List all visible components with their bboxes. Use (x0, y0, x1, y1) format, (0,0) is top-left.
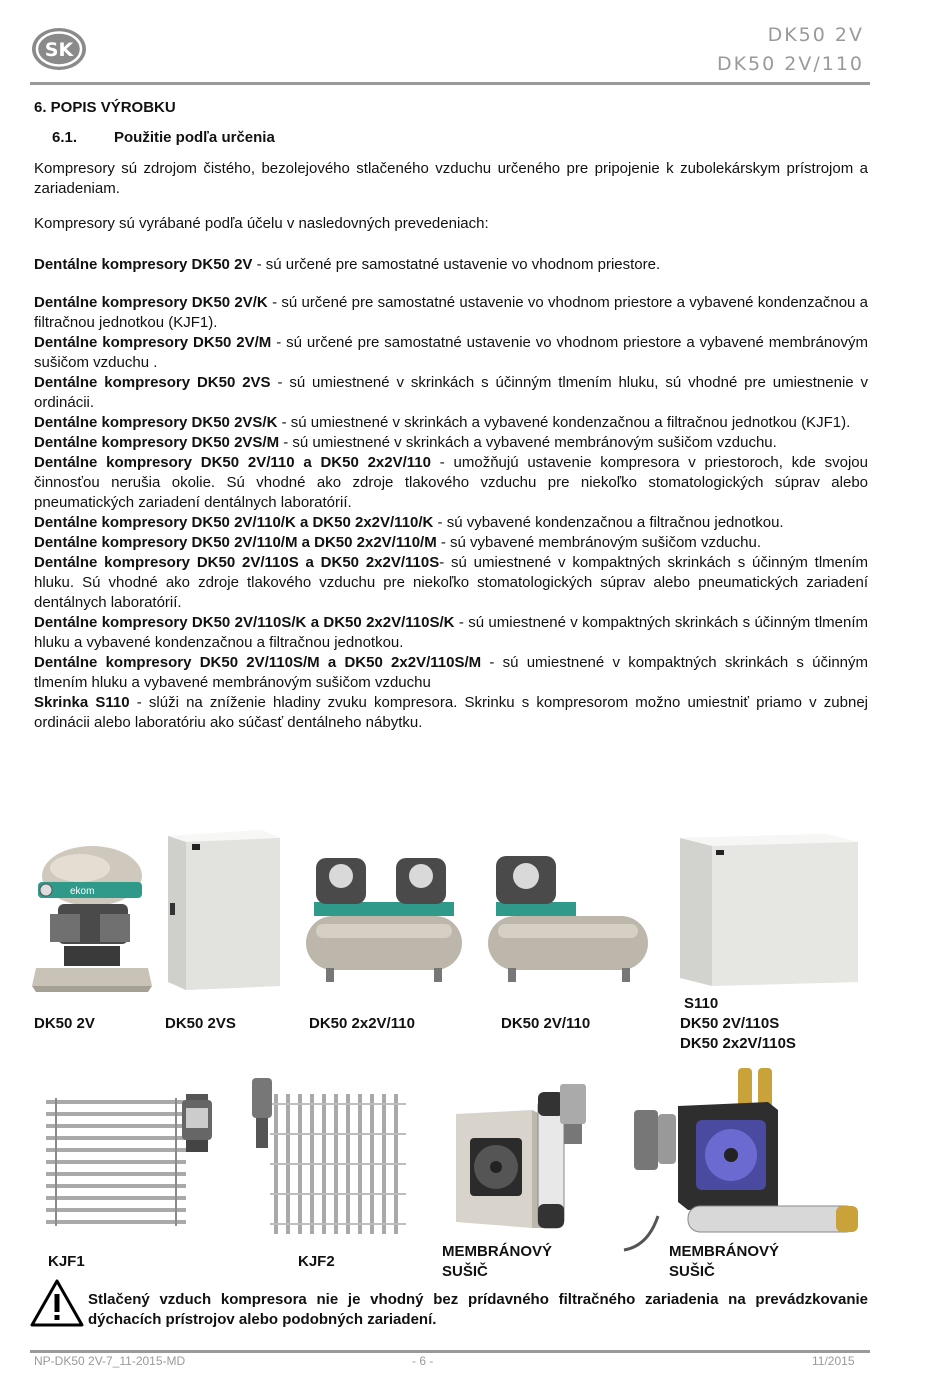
intro-paragraph-1: Kompresory sú zdrojom čistého, bezolejového stlačeného vzduchu určeného pre pripojenie k zubolekárskym prístrojom a zariadeniam. (34, 160, 868, 197)
list-item (34, 293, 868, 333)
footer-doc-code: NP-DK50 2V-7_11-2015-MD (34, 1354, 186, 1368)
list-item (34, 693, 868, 733)
caption-kjf2: KJF2 (298, 1253, 335, 1270)
footer-page-number: - 6 - (412, 1354, 434, 1368)
list-item (34, 453, 868, 513)
variant-name: Skrinka S110 (34, 694, 130, 711)
variant-description: - slúži na zníženie hladiny zvuku kompresora. Skrinku s kompresorom možno umiestniť priamo v zubnej ordinácii alebo laboratóriu ako súčasť dentálneho nábytku. (34, 694, 868, 731)
footer-date: 11/2015 (812, 1354, 855, 1368)
variant-description: - sú určené pre samostatné ustavenie vo vhodnom priestore a vybavené kondenzačnou a filtračnou jednotkou (KJF1). (34, 294, 869, 331)
list-item (34, 333, 868, 373)
variant-description: - sú vybavené kondenzačnou a filtračnou jednotkou. (433, 514, 784, 531)
caption-line: MEMBRÁNOVÝ (442, 1243, 553, 1260)
subsection-heading (52, 129, 275, 146)
variant-description: - sú umiestnené v skrinkách s účinným tlmením hluku, sú vhodné pre umiestnenie v ordinácii. (34, 374, 869, 411)
subsection-number: 6.1. (52, 129, 78, 146)
dk50-2x2v-110-image (296, 846, 472, 986)
variant-name: Dentálne kompresory DK50 2V (34, 256, 253, 273)
caption-membrane-dryer-2 (669, 1242, 779, 1282)
kjf2-image (246, 1074, 416, 1242)
list-item (34, 613, 868, 653)
caption-s110: S110 (684, 995, 719, 1012)
variant-name: Dentálne kompresory DK50 2V/K (34, 294, 268, 311)
sk-logo (30, 26, 88, 72)
dk50-2vs-image (162, 828, 286, 992)
variant-name: Dentálne kompresory DK50 2VS (34, 374, 271, 391)
caption-dk50-2x2v-110s: DK50 2x2V/110S (680, 1035, 796, 1052)
variant-description: - sú umiestnené v skrinkách a vybavené kondenzačnou a filtračnou jednotkou (KJF1). (277, 414, 851, 431)
variant-name: Dentálne kompresory DK50 2V/110/M a DK50 2x2V/110/M (34, 534, 437, 551)
list-item (34, 413, 868, 433)
variant-description: - sú vybavené membránovým sušičom vzduchu. (436, 534, 761, 551)
caption-line: MEMBRÁNOVÝ (669, 1243, 780, 1260)
header-divider (30, 82, 870, 85)
subsection-title: Použitie podľa určenia (114, 129, 275, 146)
variant-name: Dentálne kompresory DK50 2V/110S/K a DK50 2x2V/110S/K (34, 614, 455, 631)
caption-line: SUŠIČ (442, 1263, 488, 1280)
list-item (34, 433, 868, 453)
warning-triangle-icon (30, 1278, 84, 1328)
membrane-dryer-1-image (452, 1078, 612, 1238)
variant-name: Dentálne kompresory DK50 2V/110 a DK50 2x2V/110 (34, 454, 431, 471)
ekom-label: ekom (70, 886, 95, 897)
variant-description: - sú umiestnené v kompaktných skrinkách s účinným tlmením hluku a vybavené kondenzačnou a filtračnou jednotkou. (34, 614, 868, 651)
membrane-dryer-2-image (618, 1066, 858, 1266)
variant-name: Dentálne kompresory DK50 2V/M (34, 334, 272, 351)
variant-name: Dentálne kompresory DK50 2VS/K (34, 414, 278, 431)
header-model-1: DK50 2V (767, 24, 864, 46)
logo-text: SK (44, 39, 74, 61)
caption-kjf1: KJF1 (48, 1253, 85, 1270)
s110-image (676, 832, 862, 988)
variant-name: Dentálne kompresory DK50 2V/110S a DK50 2x2V/110S (34, 554, 440, 571)
intro-paragraph-2: Kompresory sú vyrábané podľa účelu v nasledovných prevedeniach: (34, 215, 489, 232)
variant-name: Dentálne kompresory DK50 2V/110S/M a DK50 2x2V/110S/M (34, 654, 482, 671)
caption-dk50-2x2v-110: DK50 2x2V/110 (309, 1015, 415, 1032)
kjf1-image (36, 1086, 236, 1236)
section-heading: 6. POPIS VÝROBKU (34, 99, 176, 116)
list-item (34, 373, 868, 413)
warning-text: Stlačený vzduch kompresora nie je vhodný bez prídavného filtračného zariadenia na prevádzkovanie dýchacích prístrojov alebo podobných zariadení. (88, 1291, 868, 1328)
variant-description: - sú umiestnené v kompaktných skrinkách s účinným tlmením hluku. Sú vhodné ako zdroje tlakového vzduchu pre niekoľko stomatologických súprav alebo pneumatických zariadení dentálnych laboratórií. (34, 554, 869, 611)
caption-line: SUŠIČ (669, 1263, 715, 1280)
caption-dk50-2v-110: DK50 2V/110 (501, 1015, 591, 1032)
variants-list (34, 293, 868, 733)
caption-dk50-2v: DK50 2V (34, 1015, 95, 1032)
footer-divider (30, 1350, 870, 1353)
list-item (34, 513, 868, 533)
variant-name: Dentálne kompresory DK50 2V/110/K a DK50 2x2V/110/K (34, 514, 434, 531)
variant-description: - sú umiestnené v kompaktných skrinkách s účinným tlmením hluku a vybavené membránovým sušičom vzduchu (34, 654, 869, 691)
header-model-2: DK50 2V/110 (716, 53, 864, 75)
list-item (34, 553, 868, 613)
dk50-2v-110-image (482, 846, 658, 986)
caption-dk50-2v-110s: DK50 2V/110S (680, 1015, 780, 1032)
variant-description: - sú určené pre samostatné ustavenie vo vhodnom priestore a vybavené membránovým sušičom vzduchu . (34, 334, 868, 371)
list-item (34, 533, 868, 553)
list-item (34, 653, 868, 693)
caption-membrane-dryer-1 (442, 1242, 552, 1282)
variant-name: Dentálne kompresory DK50 2VS/M (34, 434, 280, 451)
variant-description: - sú určené pre samostatné ustavenie vo vhodnom priestore. (252, 256, 661, 273)
caption-dk50-2vs: DK50 2VS (165, 1015, 236, 1032)
variant-description: - umožňujú ustavenie kompresora v priestoroch, kde svojou činnosťou nerušia okolie. Sú vhodné ako zdroje tlakového vzduchu pre niekoľko stomatologických súprav alebo pneumatických zariadení dentálnych laboratórií. (34, 454, 868, 511)
variant-description: - sú umiestnené v skrinkách a vybavené membránovým sušičom vzduchu. (279, 434, 777, 451)
intro-paragraph-3 (34, 255, 868, 275)
dk50-2v-image (30, 836, 154, 996)
